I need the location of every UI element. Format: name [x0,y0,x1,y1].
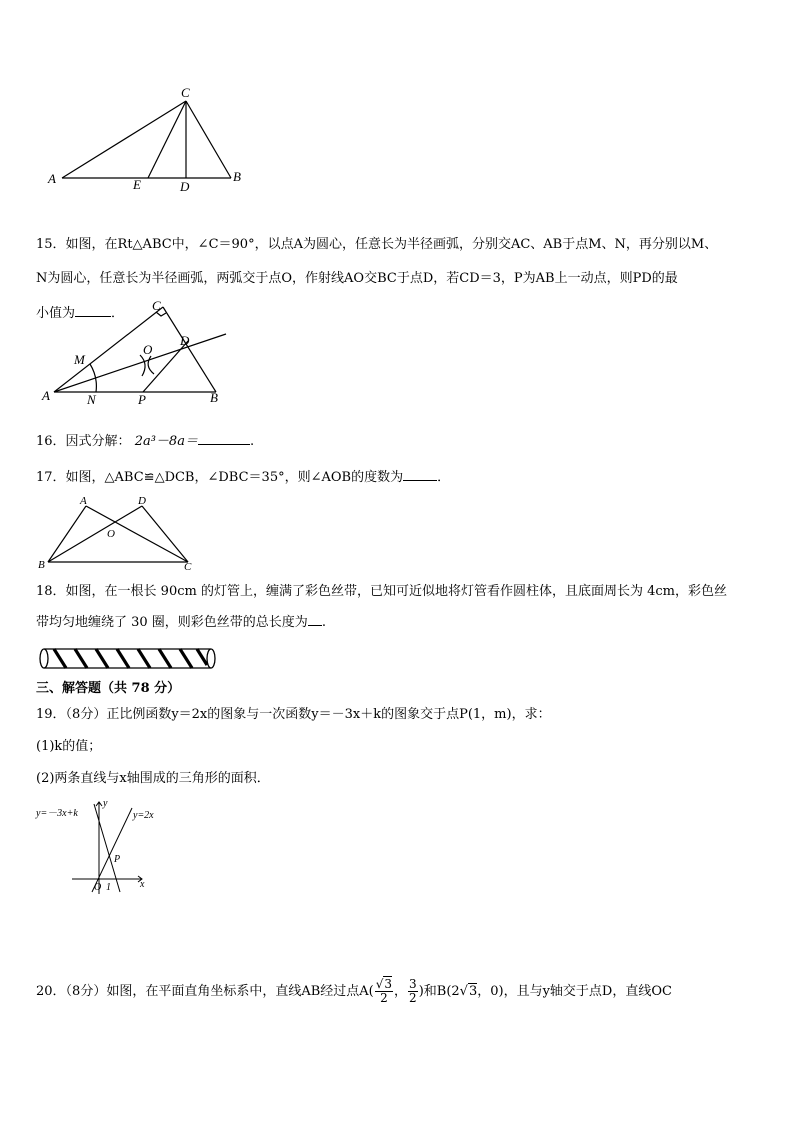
q15-text-3: 小值为 [36,306,76,321]
label-origin: O [94,882,102,893]
q16-line [36,432,254,451]
label-d: D [138,495,146,507]
label-e: E [133,177,141,192]
q19-text: （8分）正比例函数y＝2x的图象与一次函数y＝－3x＋k的图象交于点P(1，m)，求： [65,707,551,722]
label-p: P [138,392,146,407]
q18-line-2 [36,613,326,632]
q18-number: 18． [36,584,66,599]
q16-end: . [249,434,255,449]
figure-q18-ribbon-tube [36,646,220,672]
label-c: C [184,561,192,573]
label-c: C [181,85,190,100]
comma: ， [394,984,408,999]
q19-number: 19． [36,707,66,722]
label-line-2: y=2x [133,810,154,821]
q16-answer-blank[interactable] [198,432,250,445]
q16-number: 16． [36,434,66,449]
label-d: D [180,179,190,194]
q18-text-1: 如图，在一根长 90cm 的灯管上，缠满了彩色丝带，已知可近似地将灯管看作圆柱体，且底面周长为 4cm，彩色丝 [65,584,727,599]
q18-end: . [321,615,326,630]
denominator: 2 [409,991,417,1005]
q18-line-1 [36,583,727,601]
q15-text-1: 如图，在Rt△ABC中，∠C＝90°，以点A为圆心，任意长为半径画弧，分别交AC、AB于点M、N，再分别以M、 [65,237,718,252]
label-c: C [152,298,161,313]
section-3-heading [36,680,180,698]
q17-answer-blank[interactable] [403,468,437,481]
label-n: N [87,392,96,407]
q19-part-1 [36,738,101,756]
label-d: D [180,333,190,348]
numerator: 3 [409,977,417,991]
q16-text: 因式分解： [65,434,131,449]
denominator: 2 [380,991,388,1005]
label-b: B [233,169,241,184]
q15-number: 15． [36,237,66,252]
q18-answer-blank[interactable] [308,613,322,626]
q15-line-1 [36,236,717,254]
q18-text-2: 带均匀地缠绕了 30 圈，则彩色丝带的总长度为 [36,615,308,630]
label-b: B [38,559,45,571]
q15-end: ． [111,306,125,321]
q16-expression: 2a³－8a＝ [134,434,198,449]
sqrt-value: 3 [384,977,393,991]
q19-part-2 [36,770,270,788]
label-o: O [107,528,115,540]
q17-number: 17． [36,470,66,485]
fraction-sqrt3-over-2: $\frac{√3}{2}$ [375,977,393,1005]
label-m: M [74,352,85,367]
figure-q14-triangle [40,82,260,194]
q15-line-2 [36,270,678,288]
label-b: B [210,390,218,405]
q20-text-c: ，0)，且与y轴交于点D，直线OC [477,984,672,999]
q20-text-b: )和B(2 [418,984,460,999]
label-a: A [42,388,50,403]
q20-line: 20．（8分）如图，在平面直角坐标系中，直线AB经过点A( $\frac{√3}{2}$ ， $\frac{3}{2}$ )和B(2√3，0)，且与y轴交于点D，直线OC [36,977,672,1005]
figure-q17-congruent-triangles [36,492,196,572]
label-p: P [114,854,121,865]
q15-text-2: N为圆心，任意长为半径画弧，两弧交于点O，作射线AO交BC于点D，若CD＝3，P为AB上一动点，则PD的最 [36,271,678,286]
sqrt-value: 3 [468,984,478,999]
label-o: O [143,342,153,357]
q20-number: 20． [36,984,66,999]
q17-text: 如图，△ABC≌△DCB，∠DBC＝35°，则∠AOB的度数为 [65,470,404,485]
label-a: A [48,171,56,186]
q19-part-1-text: (1)k的值； [36,739,102,754]
label-a: A [80,495,87,507]
q20-text-a: （8分）如图，在平面直角坐标系中，直线AB经过点A( [65,984,374,999]
fraction-3-over-2 [408,978,418,1005]
section-3-title: 三、解答题（共 78 分） [36,681,181,696]
label-one: 1 [106,882,111,893]
q17-end: ． [437,470,451,485]
label-line-1: y=－3x+k [36,808,78,819]
q19-line [36,706,551,724]
label-x-axis: x [140,879,145,890]
q19-part-2-text: (2)两条直线与x轴围成的三角形的面积． [36,771,270,786]
figure-q19-line-graph [36,796,166,896]
q17-line [36,468,450,487]
label-y-axis: y [103,798,108,809]
figure-q15-angle-bisector [38,298,234,410]
